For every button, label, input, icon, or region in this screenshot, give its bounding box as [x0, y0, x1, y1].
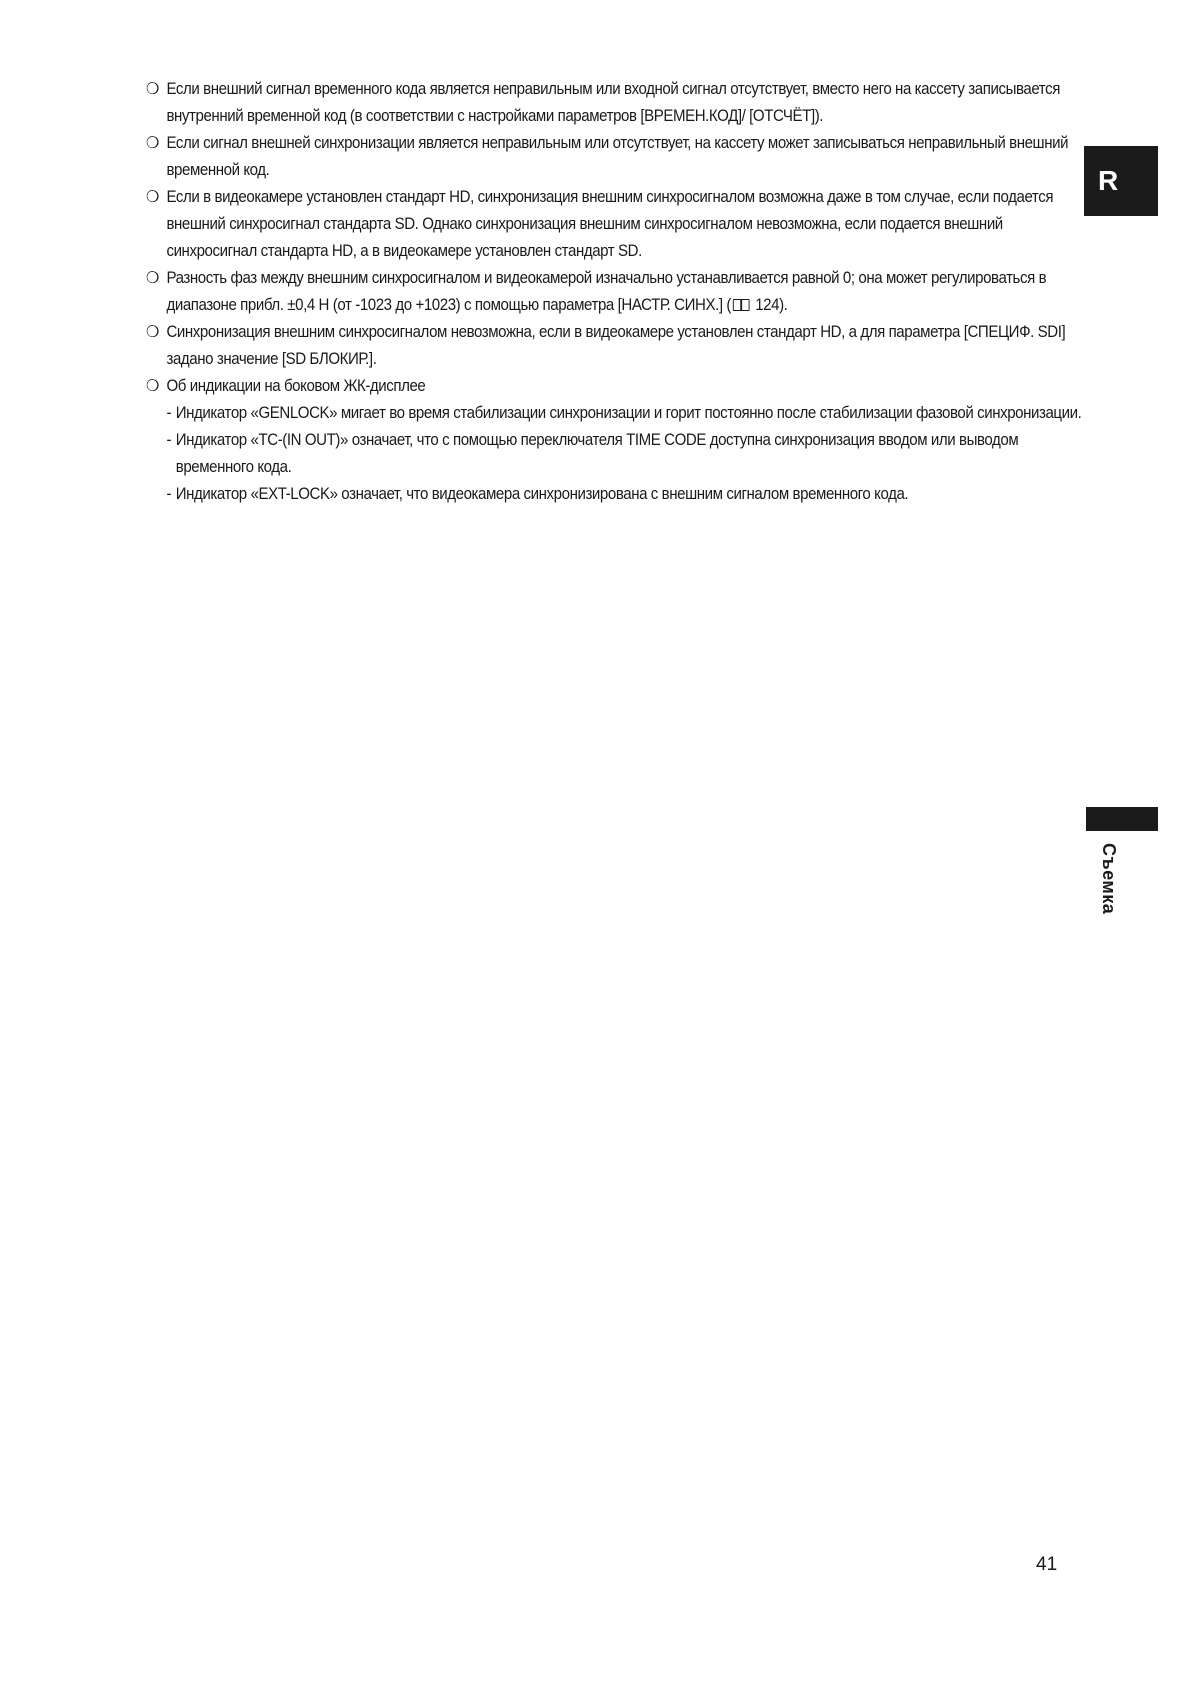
page-body	[146, 76, 1082, 508]
bullet-text: Если сигнал внешней синхронизации является неправильным или отсутствует, на кассету может записываться неправильный внешний временной код.	[166, 134, 1069, 179]
dash-marker: -	[166, 431, 172, 449]
bullet-text: Синхронизация внешним синхросигналом невозможна, если в видеокамере установлен стандарт HD, а для параметра [СПЕЦИФ. SDI] задано значение [SD БЛОКИР.].	[166, 323, 1066, 368]
page-reference: 124).	[751, 296, 788, 314]
bullet-item	[146, 184, 1083, 265]
book-icon	[733, 299, 750, 311]
bullet-item	[146, 130, 1083, 184]
section-marker-bar	[1086, 807, 1158, 831]
sub-item	[146, 481, 1083, 508]
bullet-text: Если внешний сигнал временного кода является неправильным или входной сигнал отсутствует, вместо него на кассету записывается внутренний временной код (в соответствии с настройками параметров [ВРЕМЕН.КОД]/ [ОТСЧЁТ]).	[166, 80, 1060, 125]
bullet-item	[146, 319, 1083, 373]
sub-item-text: Индикатор «EXT-LOCK» означает, что видеокамера синхронизирована с внешним сигналом временного кода.	[175, 485, 909, 503]
bullet-text: Если в видеокамере установлен стандарт HD, синхронизация внешним синхросигналом возможна даже в том случае, если подается внешний синхросигнал стандарта SD. Однако синхронизация внешним синхросигналом невозможна, если подается внешний синхросигнал стандарта HD, а в видеокамере установлен стандарт SD.	[166, 188, 1054, 260]
section-label: Съемка	[1099, 843, 1119, 915]
bullet-text: Разность фаз между внешним синхросигналом и видеокамерой изначально устанавливается равной 0; она может регулироваться в диапазоне прибл. ±0,4 H (от -1023 до +1023) с помощью параметра [НАСТР. СИНХ.] (	[166, 269, 1047, 314]
dash-marker: -	[166, 404, 172, 422]
circle-bullet-icon: ❍	[146, 324, 160, 341]
page-number: 41	[1036, 1554, 1058, 1575]
bullet-item	[146, 373, 1083, 400]
circle-bullet-icon: ❍	[146, 81, 160, 98]
sub-item	[146, 427, 1083, 481]
bullet-item	[146, 265, 1083, 319]
circle-bullet-icon: ❍	[146, 378, 160, 395]
circle-bullet-icon: ❍	[146, 270, 160, 287]
circle-bullet-icon: ❍	[146, 135, 160, 152]
dash-marker: -	[166, 485, 172, 503]
bullet-text: Об индикации на боковом ЖК-дисплее	[166, 377, 426, 395]
bullet-item	[146, 76, 1083, 130]
sub-item-text: Индикатор «GENLOCK» мигает во время стабилизации синхронизации и горит постоянно после стабилизации фазовой синхронизации.	[175, 404, 1082, 422]
sub-item-text: Индикатор «TC-(IN OUT)» означает, что с помощью переключателя TIME CODE доступна синхронизация вводом или выводом временного кода.	[175, 431, 1019, 476]
sub-item	[146, 400, 1083, 427]
circle-bullet-icon: ❍	[146, 189, 160, 206]
language-tab	[1084, 146, 1158, 216]
language-tab-letter: R	[1098, 165, 1119, 196]
